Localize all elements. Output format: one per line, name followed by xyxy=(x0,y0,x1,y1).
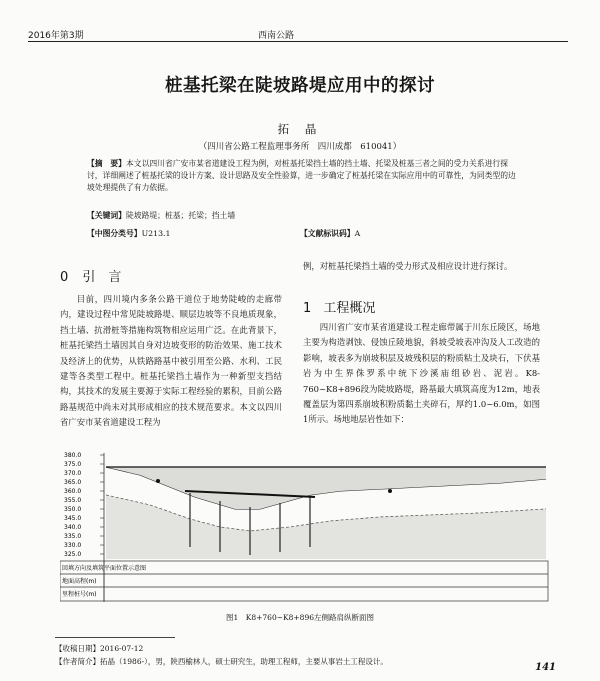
section-1-intro xyxy=(303,259,540,274)
article-title: 桩基托梁在陡坡路堤应用中的探讨 xyxy=(165,76,435,96)
page-number: 141 xyxy=(535,662,556,673)
footnote-received: 【收稿日期】2016-07-12 xyxy=(55,644,144,653)
abstract-text: 本文以四川省广安市某省道建设工程为例，对桩基托梁挡土墙的挡土墙、托梁及桩基三者之间的受力关系进行探讨，详细阐述了桩基托梁的设计方案、设计思路及安全性验算，进一步确定了桩基托梁在实际应用中的可靠性，为同类型的边坡处理提供了有力依据。 xyxy=(87,159,516,192)
author-affiliation: （四川省公路工程监理事务所 四川成都 610041） xyxy=(198,142,402,152)
figure-1-profile xyxy=(60,447,550,602)
clc-number xyxy=(87,228,170,239)
y-axis-tick-label: 375.0 xyxy=(64,461,82,468)
keywords-label: 【关键词】 xyxy=(87,211,126,220)
y-axis-tick-label: 325.0 xyxy=(64,551,82,558)
y-axis-tick-label: 380.0 xyxy=(64,452,82,459)
footnote-rule xyxy=(55,637,175,638)
running-header-journal: 西南公路 xyxy=(258,31,295,41)
y-axis-tick-label: 350.0 xyxy=(64,506,82,513)
y-axis-tick-label: 345.0 xyxy=(64,515,82,522)
clc-value: U213.1 xyxy=(141,229,171,238)
section-1-intro-text: 例，对桩基托梁挡土墙的受力形式及相应设计进行探讨。 xyxy=(303,261,513,271)
table-row-label-1: 回填方向及填筑平面位置示意图 xyxy=(62,565,147,572)
section-0-heading xyxy=(60,266,121,285)
table-row-label-2: 地面高程(m) xyxy=(62,578,97,585)
section-1-paragraph: 四川省广安市某省道建设工程走廊带属于川东丘陵区，场地主要为构造剥蚀、侵蚀丘陵地貌，斜坡受坡表冲沟及人工改造的影响，坡表多为崩坡积层及坡残积层的粉质粘土及块石，下伏基岩为中生界侏罗系中统下沙溪庙组砂岩、泥岩。K8-760~K8+896段为陡坡路堤，路基最大填筑高度为12m，地表覆盖层为第四系崩坡积粉质黏土夹碎石，厚约1.0~6.0m，如图1所示。场地地层岩性如下： xyxy=(303,322,540,425)
borehole-marker xyxy=(156,479,160,483)
footnote-author: 【作者简介】拓晶（1986-），男，陕西榆林人，硕士研究生，助理工程师，主要从事岩土工程设计。 xyxy=(55,657,388,666)
section-0-number: 0 xyxy=(60,270,69,285)
abstract-label: 【摘 要】 xyxy=(87,159,126,168)
y-axis-tick-label: 370.0 xyxy=(64,470,82,477)
section-1-body xyxy=(303,320,540,428)
section-1-title: 工程概况 xyxy=(323,301,376,316)
y-axis-tick-label: 340.0 xyxy=(64,524,82,531)
author-name: 拓 晶 xyxy=(277,122,323,136)
y-axis-tick-label: 360.0 xyxy=(64,488,82,495)
doc-code xyxy=(300,228,360,239)
section-0-body xyxy=(60,292,282,431)
doc-code-label: 【文献标识码】 xyxy=(300,229,355,238)
header-rule xyxy=(28,41,568,42)
y-axis-tick-label: 355.0 xyxy=(64,497,82,504)
keywords xyxy=(87,210,235,221)
doc-code-value: A xyxy=(354,229,361,238)
y-axis-tick-label: 335.0 xyxy=(64,533,82,540)
clc-label: 【中图分类号】 xyxy=(87,229,142,238)
y-axis-tick-label: 330.0 xyxy=(64,542,82,549)
running-header-issue: 2016年第3期 xyxy=(28,31,84,41)
section-1-heading xyxy=(303,297,375,316)
borehole-marker xyxy=(388,489,392,493)
y-axis-labels xyxy=(64,452,104,558)
section-0-paragraph: 目前，四川境内多条公路干道位于地势陡峻的走廊带内，建设过程中常见陡坡路堤、顺层边坡等不良地质现象，挡土墙、抗滑桩等措施构筑物相应运用广泛。在此背景下，桩基托梁挡土墙因其自身对边坡变形的防治效果、施工技术及经济上的优势，从铁路路基中被引用至公路、水利、工民建等各类型工程中。桩基托梁挡土墙作为一种新型支挡结构，其技术的发展主要源于实际工程经验的累积，目前公路路基规范中尚未对其形成相应的技术规范要求。本文以四川省广安市某省道建设工程为 xyxy=(60,294,282,428)
table-row-label-3: 里程桩号(m) xyxy=(62,591,97,598)
section-1-number: 1 xyxy=(303,301,312,316)
figure-1-caption: 图1 K8+760~K8+896左侧路肩纵断面图 xyxy=(225,613,374,622)
bedrock-zone xyxy=(106,495,546,559)
y-axis-tick-label: 365.0 xyxy=(64,479,82,486)
abstract xyxy=(87,158,517,194)
section-0-title: 引 言 xyxy=(82,270,122,285)
keywords-text: 陡坡路堤；桩基；托梁；挡土墙 xyxy=(125,211,236,220)
